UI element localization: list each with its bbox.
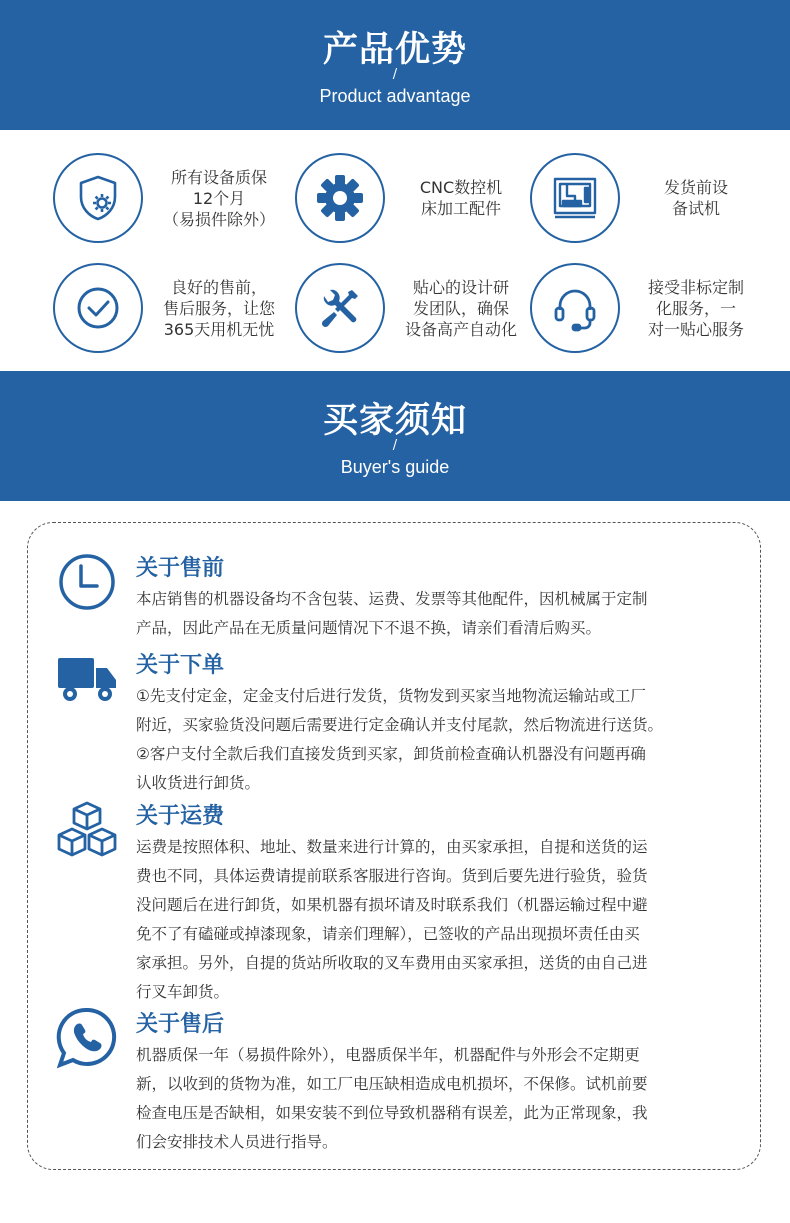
advantage-service: [53, 263, 293, 353]
guide-slash: /: [392, 438, 398, 453]
gear-icon: [295, 153, 385, 243]
advantage-text: 所有设备质保 12个月 （易损件除外）: [162, 167, 275, 229]
guide-heading: 关于运费: [136, 804, 225, 829]
advantage-warranty: [53, 153, 293, 243]
guide-heading: 关于下单: [136, 653, 225, 678]
guide-banner: [0, 371, 790, 501]
advantage-custom: [530, 263, 770, 353]
advantage-rnd: [295, 263, 535, 353]
advantage-slash: /: [392, 67, 398, 82]
guide-heading: 关于售前: [136, 556, 225, 581]
boxes-icon: [56, 799, 118, 861]
guide-body: ①先支付定金，定金支付后进行发货，货物发到买家当地物流运输站或工厂 附近，买家验货没问题后需要进行定金确认并支付尾款，然后物流进行送货。 ②客户支付全款后我们直接发货到买家，卸货前检查确认机器没有问题再确 认收货进行卸货。: [136, 687, 664, 792]
advantage-banner: [0, 0, 790, 130]
advantage-testing: [530, 153, 770, 243]
advantage-text: 贴心的设计研 发团队，确保 设备高产自动化: [404, 277, 517, 339]
guide-heading: 关于售后: [136, 1012, 225, 1037]
check-circle-icon: [53, 263, 143, 353]
advantage-subtitle: Product advantage: [319, 86, 471, 106]
shield-gear-icon: [53, 153, 143, 243]
phone-chat-icon: [56, 1007, 118, 1069]
advantage-text: 发货前设 备试机: [663, 178, 728, 218]
guide-body: 本店销售的机器设备均不含包装、运费、发票等其他配件，因机械属于定制 产品，因此产品在无质量问题情况下不退不换，请亲们看清后购买。: [136, 590, 648, 637]
guide-body: 运费是按照体积、地址、数量来进行计算的，由买家承担，自提和送货的运 费也不同，具体运费请提前联系客服进行咨询。货到后要先进行验货，验货 没问题后在进行卸货，如果机器有损坏请及时联系我们（机器运输过程中避 免不了有磕碰或掉漆现象，请亲们理解），已签收的产品出现损坏责任由买 家承担。另外，自提的货站所收取的叉车费用由买家承担，送货的由自己进 行叉车卸货。: [136, 838, 648, 1001]
guide-subtitle: Buyer's guide: [340, 457, 450, 477]
advantage-text: CNC数控机 床加工配件: [419, 178, 503, 218]
guide-body: 机器质保一年（易损件除外），电器质保半年，机器配件与外形会不定期更 新，以收到的货物为准，如工厂电压缺相造成电机损坏，不保修。试机前要 检查电压是否缺相，如果安装不到位导致机器稍有误差，此为正常现象，我 们会安排技术人员进行指导。: [136, 1046, 648, 1151]
advantage-title: 产品优势: [322, 30, 467, 70]
wrench-screwdriver-icon: [295, 263, 385, 353]
guide-title: 买家须知: [322, 401, 467, 441]
advantage-cnc: [295, 153, 535, 243]
advantage-text: 接受非标定制 化服务，一 对一贴心服务: [647, 277, 744, 339]
machine-icon: [530, 153, 620, 243]
advantage-text: 良好的售前， 售后服务，让您 365天用机无忧: [162, 277, 275, 339]
clock-icon: [56, 551, 118, 613]
truck-icon: [56, 648, 118, 710]
headset-icon: [530, 263, 620, 353]
buyer-guide-box: [27, 522, 761, 1170]
